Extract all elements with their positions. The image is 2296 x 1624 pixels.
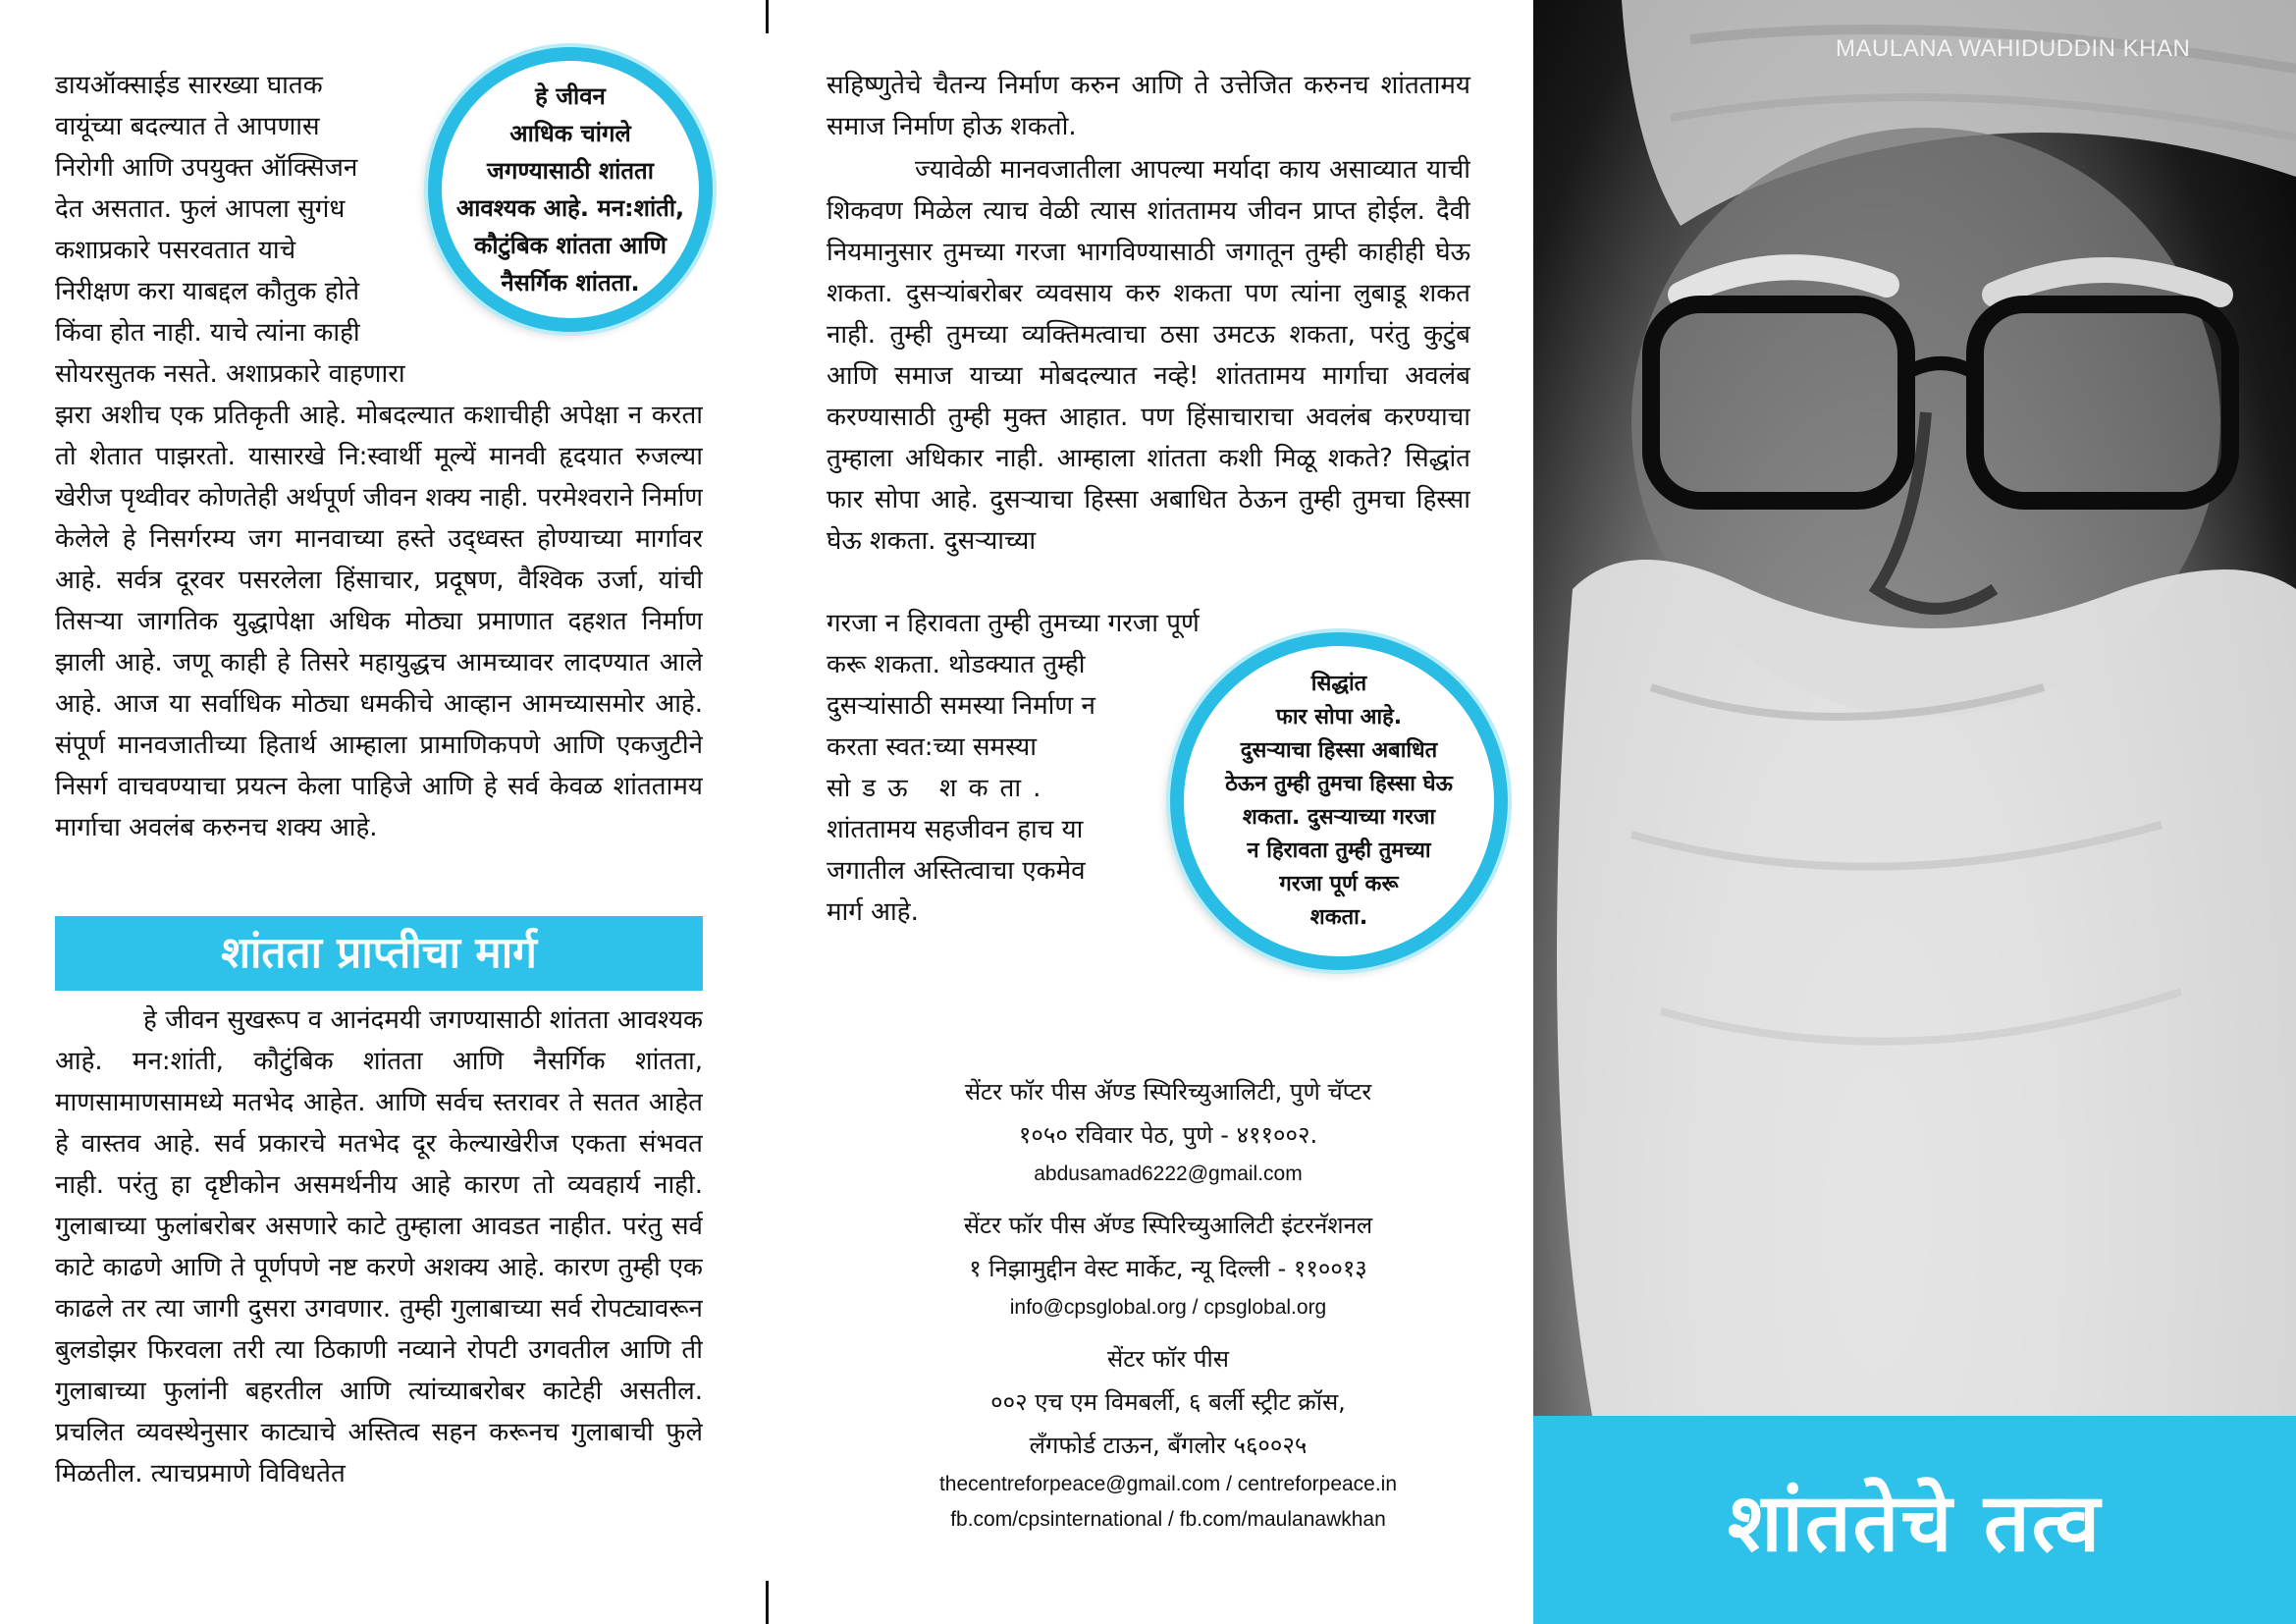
title-band xyxy=(1533,1416,2296,1624)
contact-bangalore: सेंटर फॉर पीस ००२ एच एम विमबर्ली, ६ बर्ली स्ट्रीट क्रॉस, लँगफोर्ड टाऊन, बँगलोर ५६००२५ thecentreforpeace@gmail.com / centreforpeace.in fb.com/cpsinternational / fb.com/maulanawkhan xyxy=(815,1337,1522,1538)
middle-paragraph-1: सहिष्णुतेचे चैतन्य निर्माण करुन आणि ते उत्तेजित करुनच शांततामय समाज निर्माण होऊ शकतो. xyxy=(827,71,1470,141)
portrait-illustration xyxy=(1533,0,2296,1416)
text-line: निरीक्षण करा याबद्दल कौतुक होते xyxy=(55,277,360,306)
text-line: करता स्वत:च्या समस्या xyxy=(827,732,1037,762)
text-line: किंवा होत नाही. याचे त्यांना काही xyxy=(55,318,360,348)
text-line: करू शकता. थोडक्यात तुम्ही xyxy=(827,650,1086,679)
website-link[interactable]: info@cpsglobal.org / cpsglobal.org xyxy=(1009,1296,1327,1319)
website-link[interactable]: thecentreforpeace@gmail.com / centreforpeace.in xyxy=(938,1473,1398,1495)
fold-mark-top xyxy=(766,0,769,33)
author-name: MAULANA WAHIDUDDIN KHAN xyxy=(1836,35,2191,62)
social-link[interactable]: fb.com/cpsinternational / fb.com/maulanawkhan xyxy=(950,1508,1386,1531)
middle-paragraph-2: ज्यावेळी मानवजातीला आपल्या मर्यादा काय असाव्यात याची शिकवण मिळेल त्याच वेळी त्यास शांततामय जीवन प्राप्त होईल. दैवी नियमानुसार तुमच्या गरजा भागविण्यासाठी जगातून तुम्ही काहीही घेऊ शकता. दुसऱ्यांबरोबर व्यवसाय करु शकता पण त्यांना लुबाडू शकत नाही. तुम्ही तुमच्या व्यक्तिमत्वाचा ठसा उमटऊ शकता, परंतु कुटुंब आणि समाज याच्या मोबदल्यात नव्हे! शांततामय मार्गाचा अवलंब करण्यासाठी तुम्ही मुक्त आहात. पण हिंसाचाराचा अवलंब करण्याचा तुम्हाला अधिकार नाही. आम्हाला शांतता कशी मिळू शकते? सिद्धांत फार सोपा आहे. दुसऱ्याचा हिस्सा अबाधित ठेऊन तुम्ही तुमचा हिस्सा घेऊ शकता. दुसऱ्याच्या xyxy=(827,155,1470,556)
text-line: सोडऊ शकता. xyxy=(827,774,1053,803)
left-wrapped-lines xyxy=(55,65,448,395)
left-callout: हे जीवन आधिक चांगले जगण्यासाठी शांतता आवश्यक आहे. मन:शांती, कौटुंबिक शांतता आणि नैसर्गिक शांतता. xyxy=(428,47,713,332)
contact-delhi: सेंटर फॉर पीस ॲण्ड स्पिरिच्युआलिटी इंटरनॅशनल १ निझामुद्दीन वेस्ट मार्केट, न्यू दिल्ली - ११००१३ info@cpsglobal.org / cpsglobal.org xyxy=(815,1204,1522,1326)
text-line: कशाप्रकारे पसरवतात याचे xyxy=(55,236,296,265)
left-paragraph-1: झरा अशीच एक प्रतिकृती आहे. मोबदल्यात कशाचीही अपेक्षा न करता तो शेतात पाझरतो. यासारखे नि:स्वार्थी मूल्यें मानवी हृदयात रुजल्या खेरीज पृथ्वीवर कोणतेही अर्थपूर्ण जीवन शक्य नाही. परमेश्वराने निर्माण केलेले हे निसर्गरम्य जग मानवाच्या हस्ते उद्ध्वस्त होण्याच्या मार्गावर आहे. सर्वत्र दूरवर पसरलेला हिंसाचार, प्रदूषण, वैश्विक उर्जा, यांची तिसऱ्या जागतिक युद्धापेक्षा अधिक मोठ्या प्रमाणात दहशत निर्माण झाली आहे. जणू काही हे तिसरे महायुद्धच आमच्यावर लादण्यात आले आहे. आज या सर्वाधिक मोठ्या धमकीचे आव्हान आमच्यासमोर आहे. संपूर्ण मानवजातीच्या हितार्थ आम्हाला प्रामाणिकपणे आणि एकजुटीने निसर्ग वाचवण्याचा प्रयत्न केला पाहिजे आणि हे सर्व केवळ शांततामय मार्गाचा अवलंब करुनच शक्य आहे. xyxy=(55,401,703,842)
left-paragraph-2: हे जीवन सुखरूप व आनंदमयी जगण्यासाठी शांतता आवश्यक आहे. मन:शांती, कौटुंबिक शांतता आणि नैसर्गिक शांतता, माणसामाणसामध्ये मतभेद आहेत. आणि सर्वच स्तरावर ते सतत आहेत हे वास्तव आहे. सर्व प्रकारचे मतभेद दूर केल्याखेरीज एकता संभवत नाही. परंतु हा दृष्टीकोन असमर्थनीय आहे कारण तो व्यवहार्य नाही. गुलाबाच्या फुलांबरोबर असणारे काटे तुम्हाला आवडत नाहीत. परंतु सर्व काटे काढणे आणि ते पूर्णपणे नष्ट करणे अशक्य आहे. कारण तुम्ही एक काढले तर त्या जागी दुसरा उगवणार. तुम्ही गुलाबाच्या सर्व रोपट्यावरून बुलडोझर फिरवला तरी त्या ठिकाणी नव्याने रोपटी उगवतील आणि ती गुलाबाच्या फुलांनी बहरतील आणि त्यांच्याबरोबर काटेही असतील. प्रचलित व्यवस्थेनुसार काट्याचे अस्तित्व सहन करूनच गुलाबाची फुले मिळतील. त्याचप्रमाणे विविधतेत xyxy=(55,1005,703,1489)
text-line: सोयरसुतक नसते. अशाप्रकारे वाहणारा xyxy=(55,359,405,389)
text-line: शांततामय सहजीवन हाच या xyxy=(827,815,1084,844)
brochure-title: शांततेचे तत्व xyxy=(1727,1477,2103,1570)
text-line: वायूंच्या बदल्यात ते आपणास xyxy=(55,112,320,141)
section-heading: शांतता प्राप्तीचा मार्ग xyxy=(55,916,703,991)
text-line: डायऑक्साईड सारख्या घातक xyxy=(55,71,323,100)
text-line: मार्ग आहे. xyxy=(827,897,919,927)
text-line: जगातील अस्तित्वाचा एकमेव xyxy=(827,856,1086,886)
text-line: निरोगी आणि उपयुक्त ऑक्सिजन xyxy=(55,153,358,183)
portrait-photo xyxy=(1533,0,2296,1624)
contact-pune: सेंटर फॉर पीस ॲण्ड स्पिरिच्युआलिटी, पुणे चॅप्टर १०५० रविवार पेठ, पुणे - ४११००२. abdusamad6222@gmail.com xyxy=(815,1070,1522,1192)
text-line: गरजा न हिरावता तुम्ही तुमच्या गरजा पूर्ण xyxy=(827,609,1200,638)
text-line: दुसऱ्यांसाठी समस्या निर्माण न xyxy=(827,691,1095,721)
middle-callout: सिद्धांत फार सोपा आहे. दुसऱ्याचा हिस्सा अबाधित ठेऊन तुम्ही तुमचा हिस्सा घेऊ शकता. दुसऱ्याच्या गरजा न हिरावता तुम्ही तुमच्या गरजा पूर्ण करू शकता. xyxy=(1170,632,1508,970)
email-link[interactable]: abdusamad6222@gmail.com xyxy=(1034,1163,1303,1185)
text-line: देत असतात. फुलं आपला सुगंध xyxy=(55,194,346,224)
fold-mark-bottom xyxy=(766,1581,769,1624)
